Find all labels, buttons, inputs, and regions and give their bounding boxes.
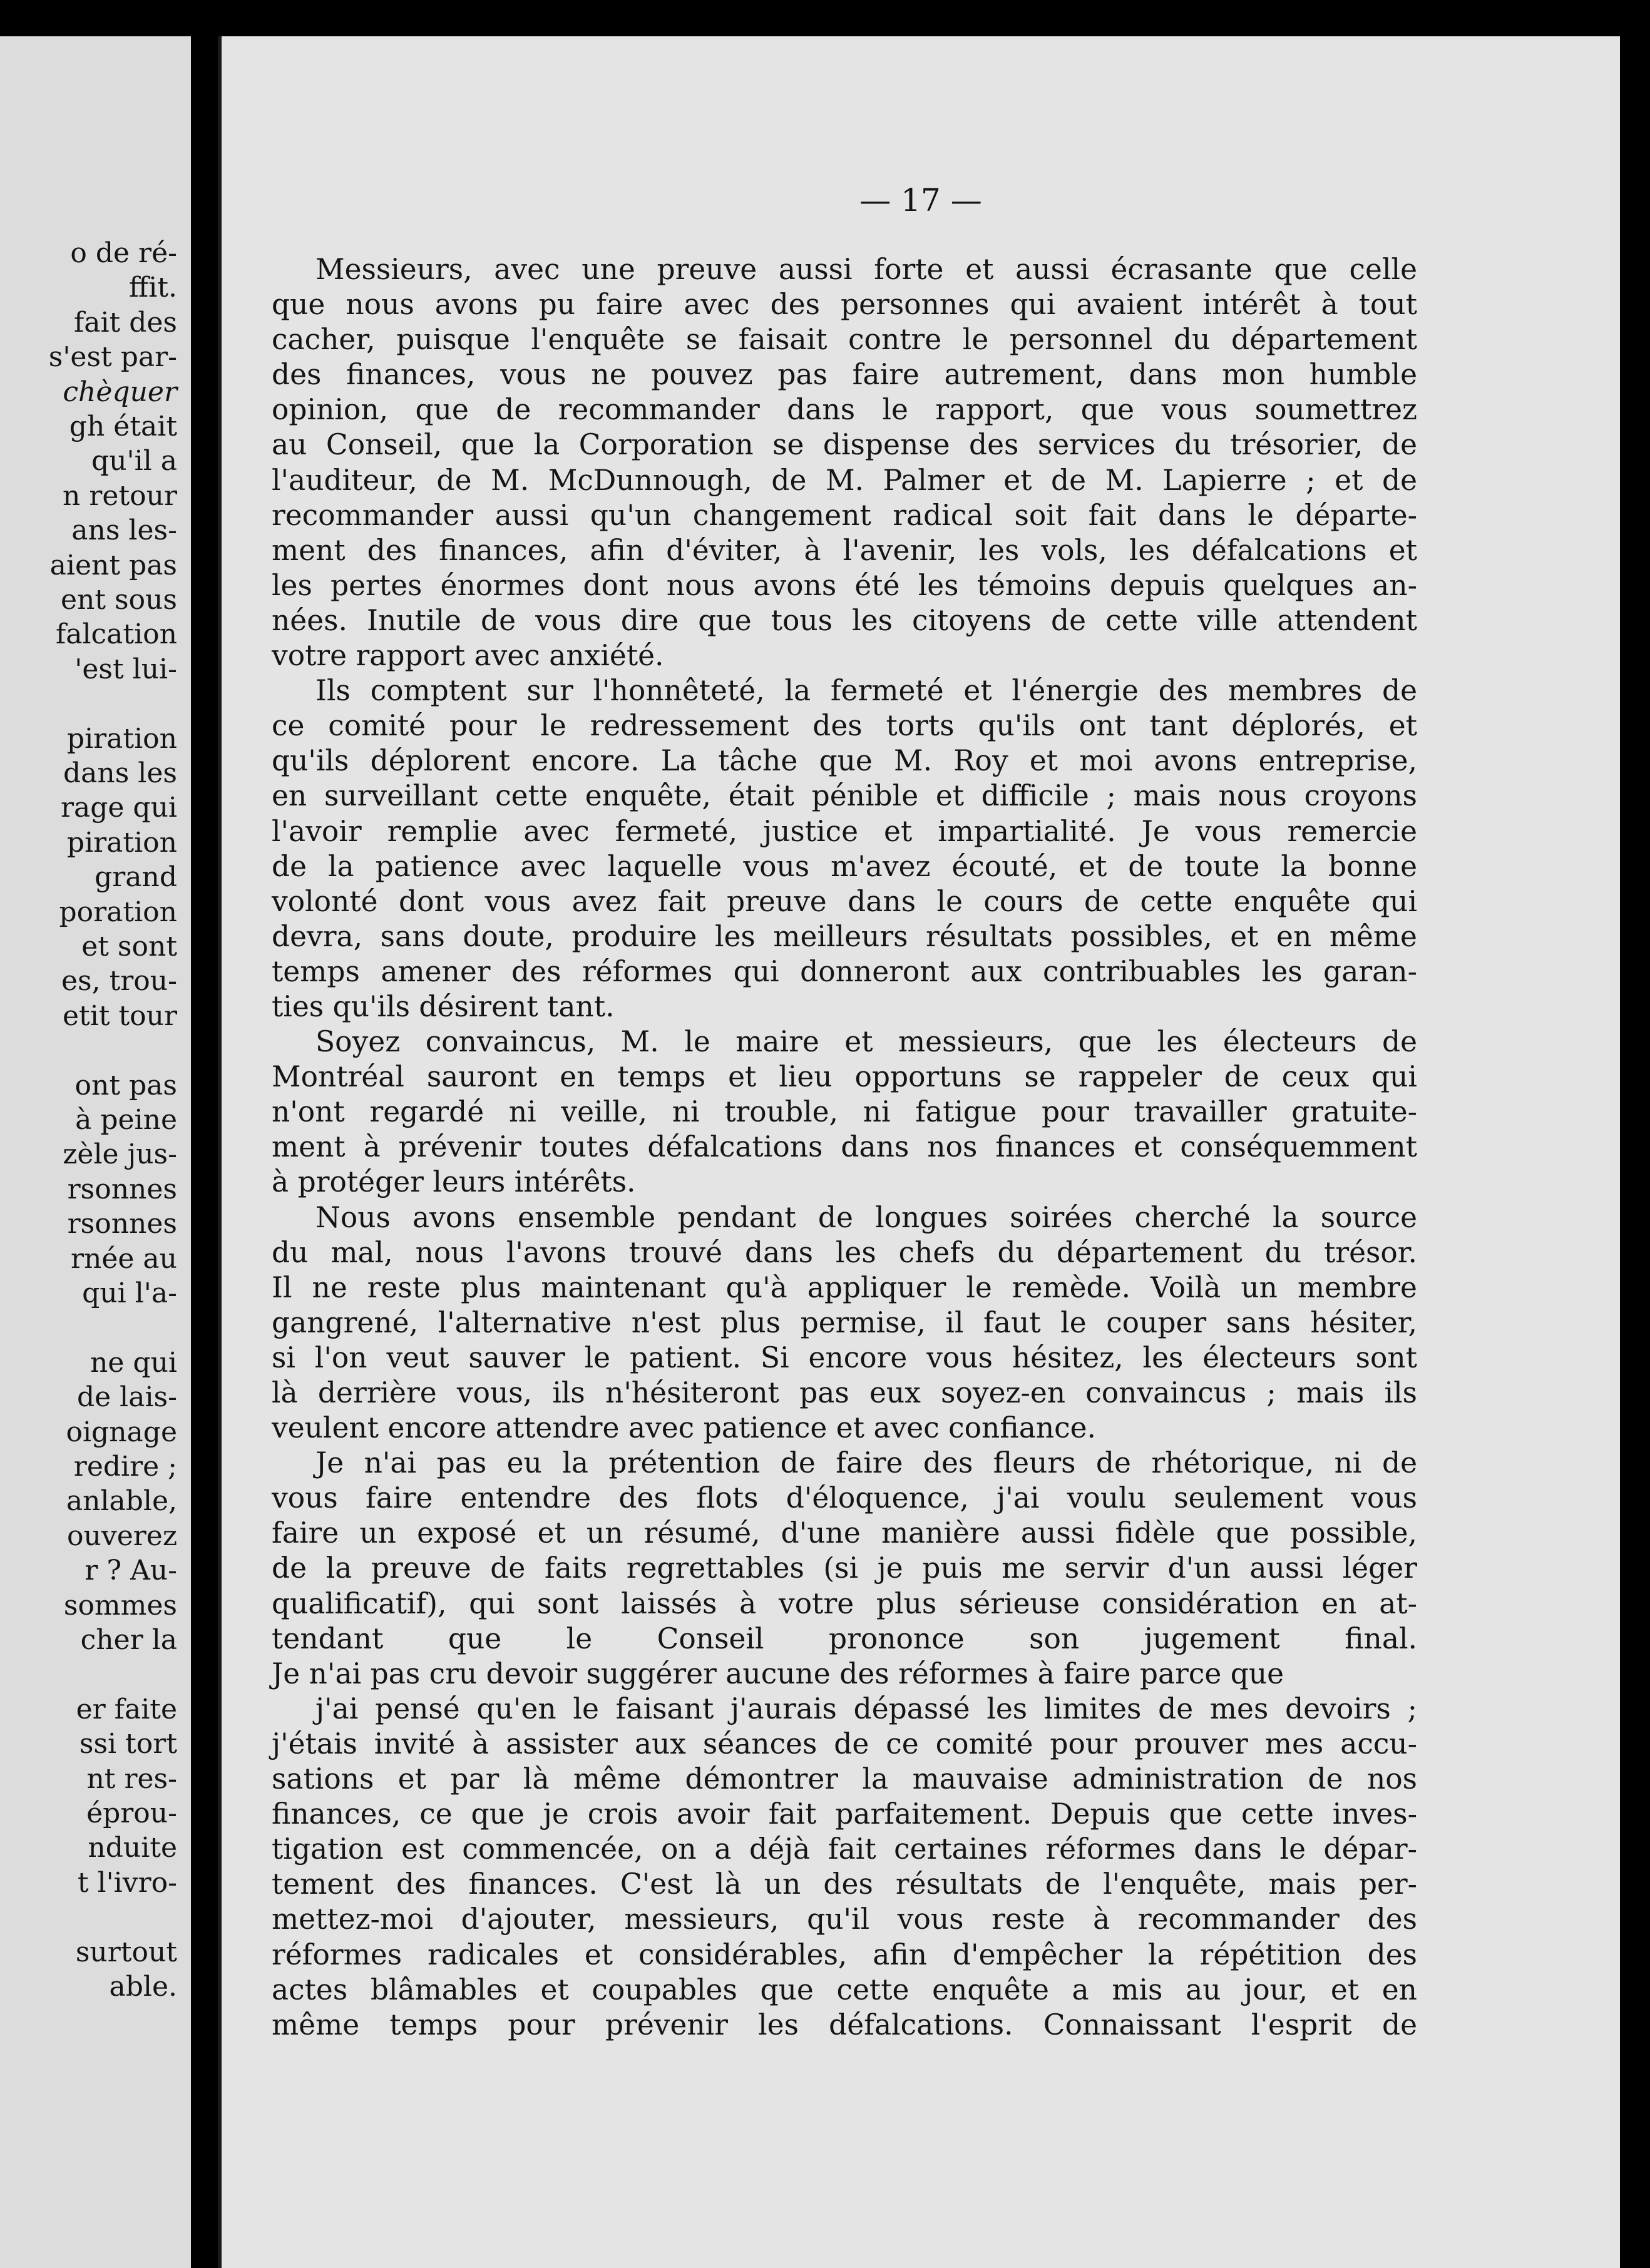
left-page-line: de lais- bbox=[76, 1381, 177, 1414]
left-page-line: etit tour bbox=[62, 999, 177, 1032]
text-line: ment à prévenir toutes défalcations dans nos finances et conséquemment bbox=[272, 1130, 1417, 1164]
left-page-line: piration bbox=[66, 826, 177, 859]
text-line: des finances, vous ne pouvez pas faire autrement, dans mon humble bbox=[272, 358, 1417, 392]
left-page-line: r ? Au- bbox=[85, 1555, 177, 1587]
left-page-line: surtout bbox=[75, 1936, 177, 1968]
left-page-line: ssi tort bbox=[79, 1728, 177, 1760]
text-line: volonté dont vous avez fait preuve dans le cours de cette enquête qui bbox=[272, 884, 1417, 918]
text-line: sations et par là même démontrer la mauvaise administration de nos bbox=[272, 1762, 1417, 1796]
left-page-line: t l'ivro- bbox=[77, 1866, 177, 1899]
left-page-line: rsonnes bbox=[67, 1208, 177, 1240]
left-page-line: ent sous bbox=[60, 584, 177, 616]
left-page-line: gh était bbox=[69, 411, 177, 442]
left-page-line: ont pas bbox=[74, 1069, 177, 1101]
left-page-line: 'est lui- bbox=[74, 653, 177, 685]
text-line: en surveillant cette enquête, était pénible et difficile ; mais nous croyons bbox=[272, 779, 1417, 813]
text-line: tigation est commencée, on a déjà fait certaines réformes dans le dépar- bbox=[272, 1832, 1417, 1866]
left-page-line: ans les- bbox=[71, 514, 177, 547]
text-line: Je n'ai pas cru devoir suggérer aucune des réformes à faire parce que bbox=[272, 1657, 1284, 1690]
left-page-line: cher la bbox=[80, 1624, 177, 1656]
left-page-line: zèle jus- bbox=[63, 1138, 177, 1171]
body-text bbox=[272, 252, 1417, 2043]
text-line: qu'ils déplorent encore. La tâche que M. Roy et moi avons entreprise, bbox=[272, 744, 1417, 778]
left-page-line: able. bbox=[109, 1971, 177, 2003]
left-page-line: redire ; bbox=[73, 1451, 177, 1483]
left-page-line: à peine bbox=[75, 1104, 177, 1136]
right-page bbox=[218, 36, 1620, 2268]
text-line: de la preuve de faits regrettables (si je puis me servir d'un aussi léger bbox=[272, 1551, 1417, 1585]
text-line: à protéger leurs intérêts. bbox=[272, 1165, 636, 1199]
left-page-line: chèquer bbox=[63, 375, 177, 408]
left-page-line: nduite bbox=[88, 1832, 177, 1864]
text-line: Il ne reste plus maintenant qu'à appliquer le remède. Voilà un membre bbox=[272, 1270, 1417, 1304]
text-line: Montréal sauront en temps et lieu opportuns se rappeler de ceux qui bbox=[272, 1060, 1417, 1094]
paragraph-first-line: Nous avons ensemble pendant de longues soirées cherché la source bbox=[315, 1200, 1417, 1234]
text-line: temps amener des réformes qui donneront aux contribuables les garan- bbox=[272, 954, 1417, 988]
text-line: votre rapport avec anxiété. bbox=[272, 639, 664, 673]
text-line: même temps pour prévenir les défalcations. Connaissant l'esprit de bbox=[272, 2008, 1417, 2041]
left-page-line: poration bbox=[59, 896, 177, 928]
left-page-line: fait des bbox=[73, 306, 177, 339]
text-line: devra, sans doute, produire les meilleurs résultats possibles, et en même bbox=[272, 919, 1417, 953]
left-page bbox=[0, 36, 191, 2268]
text-line: ties qu'ils désirent tant. bbox=[272, 989, 615, 1023]
left-page-line: anlable, bbox=[66, 1485, 177, 1518]
text-line: au Conseil, que la Corporation se dispense des services du trésorier, de bbox=[272, 428, 1417, 462]
left-page-line: et sont bbox=[81, 931, 177, 963]
left-page-line: rage qui bbox=[60, 792, 177, 824]
left-page-line: dans les bbox=[63, 757, 177, 789]
left-page-line: s'est par- bbox=[48, 341, 177, 374]
paragraph-first-line: Soyez convaincus, M. le maire et messieurs, que les électeurs de bbox=[315, 1025, 1417, 1059]
text-line: vous faire entendre des flots d'éloquence, j'ai voulu seulement vous bbox=[272, 1481, 1417, 1515]
left-page-line: ne qui bbox=[90, 1346, 177, 1379]
text-line: actes blâmables et coupables que cette enquête a mis au jour, et en bbox=[272, 1973, 1417, 2006]
left-page-line: qu'il a bbox=[91, 445, 177, 478]
left-page-line: éprou- bbox=[86, 1797, 177, 1829]
left-page-line: rnée au bbox=[70, 1242, 177, 1275]
paragraph-first-line: Messieurs, avec une preuve aussi forte et aussi écrasante que celle bbox=[315, 253, 1417, 286]
text-line: ce comité pour le redressement des torts qu'ils ont tant déplorés, et bbox=[272, 709, 1417, 743]
left-page-line: rsonnes bbox=[67, 1173, 177, 1205]
paragraph-first-line: Je n'ai pas eu la prétention de faire des fleurs de rhétorique, ni de bbox=[315, 1446, 1417, 1480]
left-page-line: nt res- bbox=[86, 1762, 177, 1795]
text-line: mettez-moi d'ajouter, messieurs, qu'il vous reste à recommander des bbox=[272, 1903, 1417, 1936]
text-line: qualificatif), qui sont laissés à votre plus sérieuse considération en at- bbox=[272, 1586, 1417, 1620]
left-page-line: falcation bbox=[55, 618, 177, 651]
text-line: si l'on veut sauver le patient. Si encore vous hésitez, les électeurs sont bbox=[272, 1341, 1417, 1374]
text-line: réformes radicales et considérables, afin d'empêcher la répétition des bbox=[272, 1938, 1417, 1971]
left-page-line: er faite bbox=[76, 1693, 177, 1725]
left-page-line: sommes bbox=[63, 1589, 177, 1622]
text-line: finances, ce que je crois avoir fait parfaitement. Depuis que cette inves- bbox=[272, 1797, 1417, 1831]
left-page-line: ffit. bbox=[129, 272, 177, 304]
text-line: recommander aussi qu'un changement radical soit fait dans le départe- bbox=[272, 498, 1417, 532]
left-page-line: o de ré- bbox=[70, 237, 177, 269]
left-page-line: aient pas bbox=[49, 549, 177, 581]
text-line: ment des finances, afin d'éviter, à l'avenir, les vols, les défalcations et bbox=[272, 533, 1417, 567]
text-line: n'ont regardé ni veille, ni trouble, ni fatigue pour travailler gratuite- bbox=[272, 1095, 1417, 1129]
paragraph-first-line: Ils comptent sur l'honnêteté, la fermeté et l'énergie des membres de bbox=[315, 674, 1417, 708]
text-line: cacher, puisque l'enquête se faisait contre le personnel du département bbox=[272, 323, 1417, 357]
text-line: tendant que le Conseil prononce son jugement final. bbox=[272, 1622, 1417, 1655]
left-page-line: ouverez bbox=[67, 1520, 177, 1552]
text-line: gangrené, l'alternative n'est plus permise, il faut le couper sans hésiter, bbox=[272, 1305, 1417, 1339]
text-line: du mal, nous l'avons trouvé dans les chefs du département du trésor. bbox=[272, 1235, 1417, 1269]
text-line: veulent encore attendre avec patience et avec confiance. bbox=[272, 1411, 1097, 1445]
text-line: l'avoir remplie avec fermeté, justice et impartialité. Je vous remercie bbox=[272, 814, 1417, 848]
text-line: nées. Inutile de vous dire que tous les citoyens de cette ville attendent bbox=[272, 603, 1417, 637]
page-number: — 17 — bbox=[859, 182, 982, 218]
left-page-line: es, trou- bbox=[61, 965, 177, 998]
text-line: tement des finances. C'est là un des résultats de l'enquête, mais per- bbox=[272, 1867, 1417, 1901]
paragraph-first-line: j'ai pensé qu'en le faisant j'aurais dépassé les limites de mes devoirs ; bbox=[315, 1692, 1417, 1725]
text-line: là derrière vous, ils n'hésiteront pas eux soyez-en convaincus ; mais ils bbox=[272, 1376, 1417, 1409]
left-page-line: n retour bbox=[63, 479, 177, 512]
text-line: que nous avons pu faire avec des personnes qui avaient intérêt à tout bbox=[272, 288, 1417, 322]
text-line: les pertes énormes dont nous avons été les témoins depuis quelques an- bbox=[272, 568, 1417, 602]
text-line: opinion, que de recommander dans le rapport, que vous soumettrez bbox=[272, 393, 1417, 427]
book-gutter bbox=[191, 0, 221, 2268]
left-page-line: grand bbox=[95, 861, 177, 894]
left-page-line: piration bbox=[66, 722, 177, 755]
text-line: faire un exposé et un résumé, d'une manière aussi fidèle que possible, bbox=[272, 1516, 1417, 1550]
text-line: l'auditeur, de M. McDunnough, de M. Palmer et de M. Lapierre ; et de bbox=[272, 463, 1417, 497]
left-page-line: qui l'a- bbox=[82, 1277, 177, 1309]
left-page-line: oignage bbox=[66, 1416, 177, 1448]
text-line: de la patience avec laquelle vous m'avez écouté, et de toute la bonne bbox=[272, 849, 1417, 883]
text-line: j'étais invité à assister aux séances de ce comité pour prouver mes accu- bbox=[272, 1727, 1417, 1760]
